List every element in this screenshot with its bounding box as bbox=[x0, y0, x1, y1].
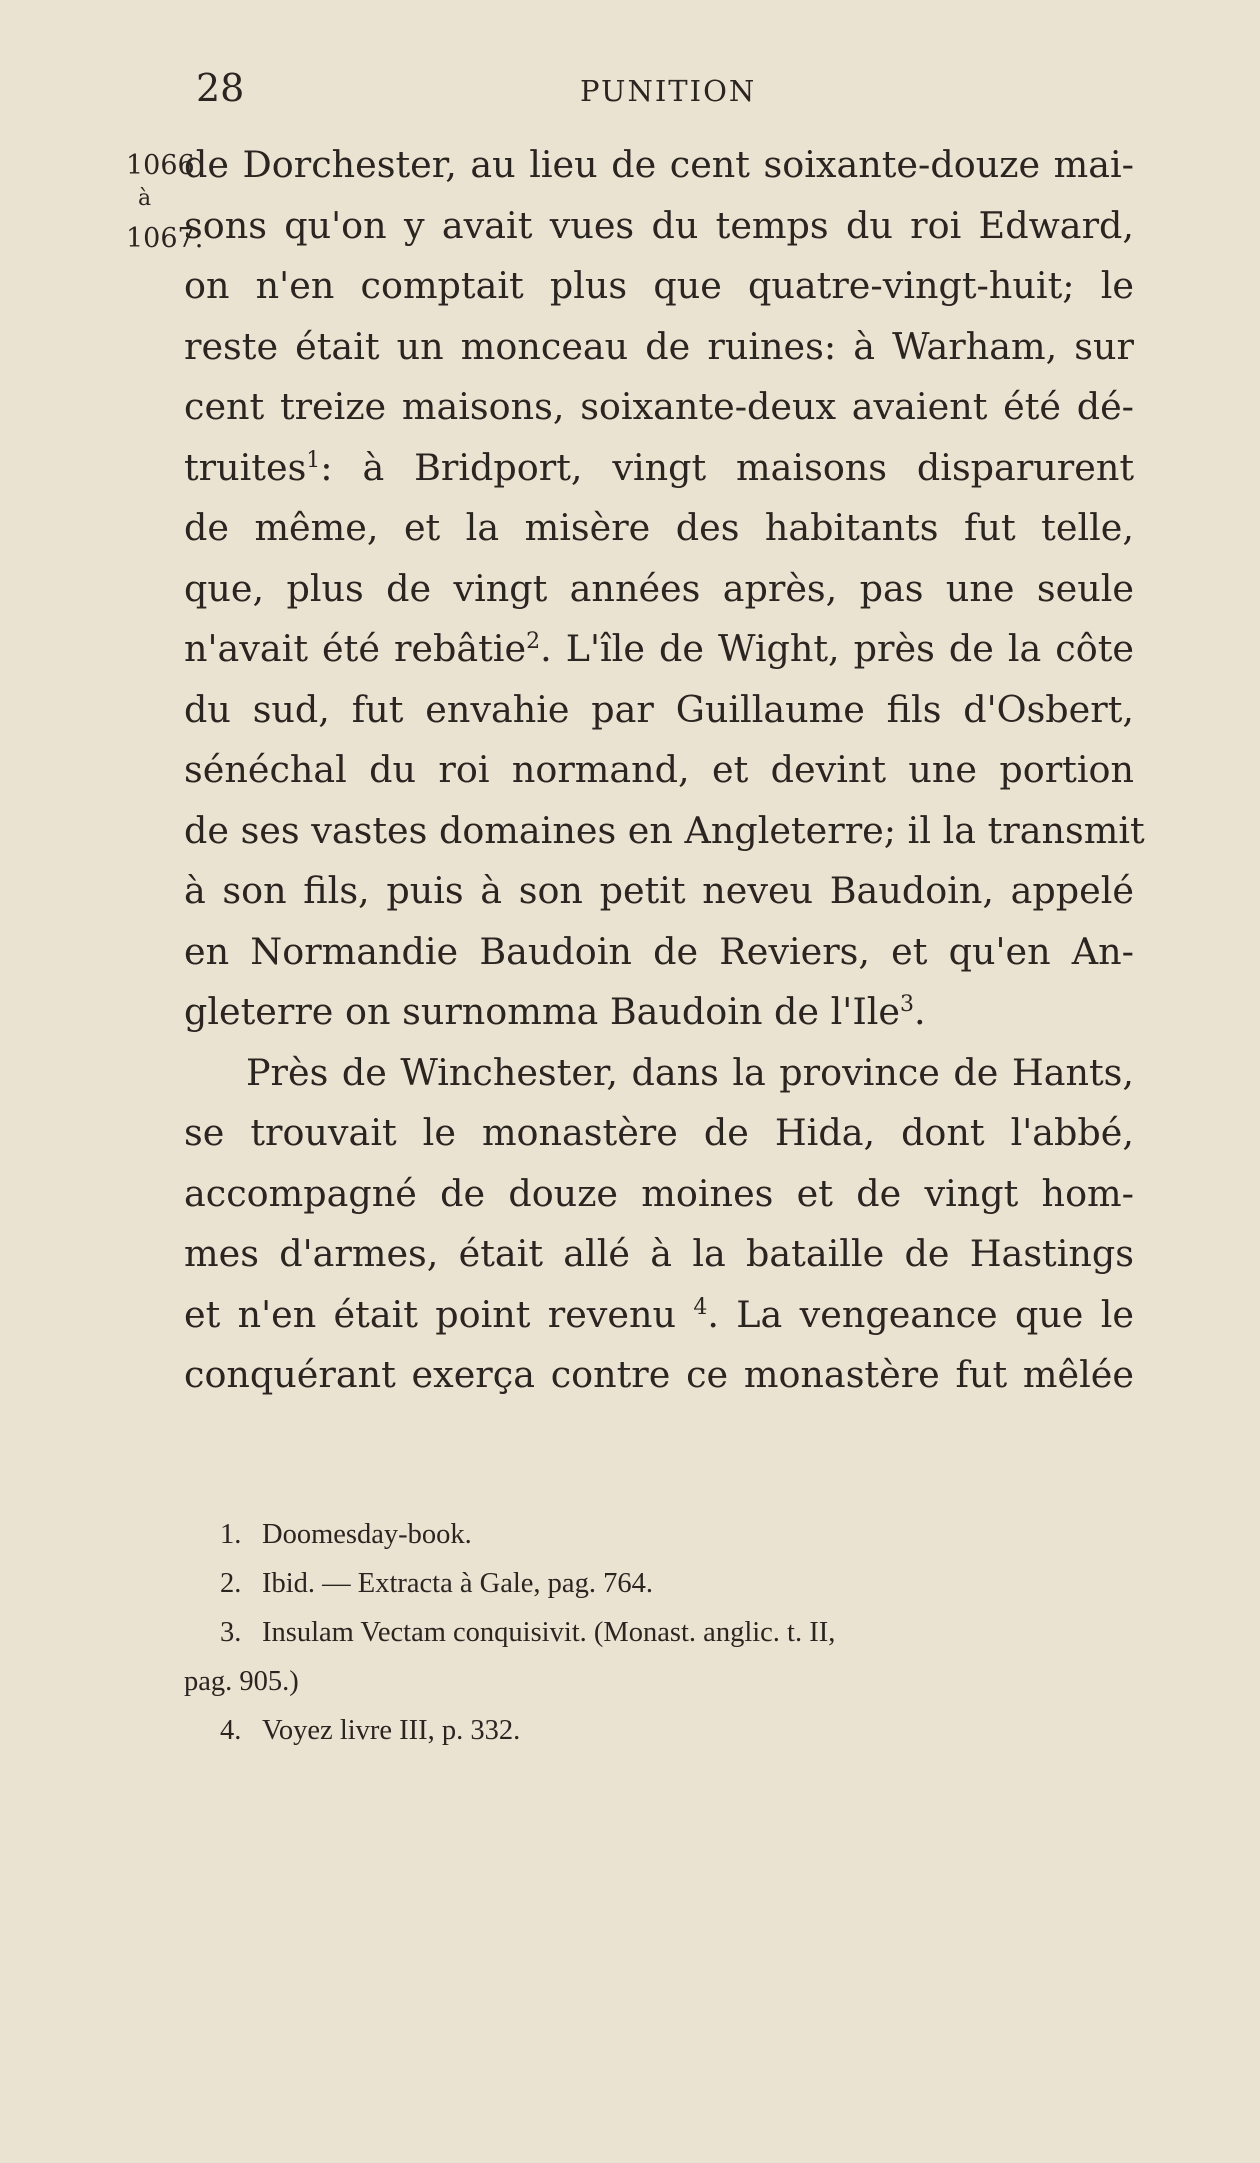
text-line bbox=[184, 1285, 1134, 1346]
text-segment: et n'en était point revenu bbox=[184, 1292, 677, 1336]
footnote-continuation bbox=[184, 1657, 1134, 1706]
margin-date-from: 1066 bbox=[126, 150, 195, 181]
footnote-number: 1. bbox=[220, 1519, 242, 1550]
footnote-ref: 4 bbox=[693, 1294, 708, 1320]
text-segment: . La vengeance que le bbox=[707, 1292, 1135, 1336]
footnote-text: pag. 905.) bbox=[184, 1666, 299, 1697]
footnote-ref: 2 bbox=[526, 628, 541, 654]
text-line: à son fils, puis à son petit neveu Baudoin, appelé bbox=[184, 869, 1134, 912]
text-segment: truites bbox=[184, 445, 307, 489]
text-segment: . bbox=[914, 990, 926, 1033]
text-line: de ses vastes domaines en Angleterre; il la transmit bbox=[184, 808, 1145, 852]
footnote-text: Ibid. — Extracta à Gale, pag. 764. bbox=[262, 1568, 653, 1599]
text-line: en Normandie Baudoin de Reviers, et qu'en An- bbox=[184, 929, 1134, 973]
footnote-ref: 3 bbox=[900, 991, 915, 1017]
footnote-ref: 1 bbox=[306, 447, 321, 473]
body-text bbox=[184, 135, 1145, 1406]
text-line: de même, et la misère des habitants fut telle, bbox=[184, 506, 1134, 549]
footnote-text: Voyez livre III, p. 332. bbox=[262, 1715, 521, 1746]
text-line: accompagné de douze moines et de vingt hom- bbox=[184, 1171, 1134, 1215]
footnote-number: 2. bbox=[220, 1568, 242, 1599]
page-header bbox=[0, 66, 1260, 116]
footnote bbox=[184, 1608, 1134, 1657]
text-line: que, plus de vingt années après, pas une seule bbox=[184, 566, 1134, 610]
footnote-number: 3. bbox=[220, 1617, 242, 1648]
margin-date-separator: à bbox=[138, 186, 152, 211]
text-line: sons qu'on y avait vues du temps du roi Edward, bbox=[184, 203, 1134, 247]
text-line bbox=[184, 619, 1134, 680]
footnote-number: 4. bbox=[220, 1715, 242, 1746]
margin-date-to: 1067. bbox=[126, 223, 204, 254]
text-line bbox=[184, 982, 1134, 1043]
text-line: on n'en comptait plus que quatre-vingt-huit; le bbox=[184, 264, 1134, 307]
footnote-text: Insulam Vectam conquisivit. (Monast. anglic. t. II, bbox=[262, 1617, 836, 1648]
text-segment: n'avait été rebâtie bbox=[184, 627, 527, 670]
running-title: PUNITION bbox=[580, 74, 757, 108]
text-line: mes d'armes, était allé à la bataille de Hastings bbox=[184, 1232, 1134, 1275]
text-line: Près de Winchester, dans la province de Hants, bbox=[246, 1050, 1134, 1094]
footnotes bbox=[184, 1510, 1134, 1755]
text-line: sénéchal du roi normand, et devint une portion bbox=[184, 748, 1134, 791]
footnote bbox=[184, 1706, 1134, 1755]
text-line: conquérant exerça contre ce monastère fut mêlée bbox=[184, 1353, 1134, 1396]
text-line: se trouvait le monastère de Hida, dont l'abbé, bbox=[184, 1111, 1134, 1154]
text-line: reste était un monceau de ruines: à Warham, sur bbox=[184, 324, 1134, 368]
footnote bbox=[184, 1510, 1134, 1559]
text-segment: gleterre on surnomma Baudoin de l'Ile bbox=[184, 990, 901, 1033]
footnote bbox=[184, 1559, 1134, 1608]
text-line: de Dorchester, au lieu de cent soixante-douze mai- bbox=[184, 143, 1134, 186]
text-line bbox=[184, 438, 1134, 499]
text-line: du sud, fut envahie par Guillaume fils d'Osbert, bbox=[184, 687, 1134, 731]
text-segment: . L'île de Wight, près de la côte bbox=[540, 627, 1134, 670]
text-line: cent treize maisons, soixante-deux avaient été dé- bbox=[184, 385, 1134, 428]
text-segment: : à Bridport, vingt maisons disparurent bbox=[320, 445, 1134, 489]
page-number: 28 bbox=[196, 66, 245, 110]
footnote-text: Doomesday-book. bbox=[262, 1519, 472, 1550]
